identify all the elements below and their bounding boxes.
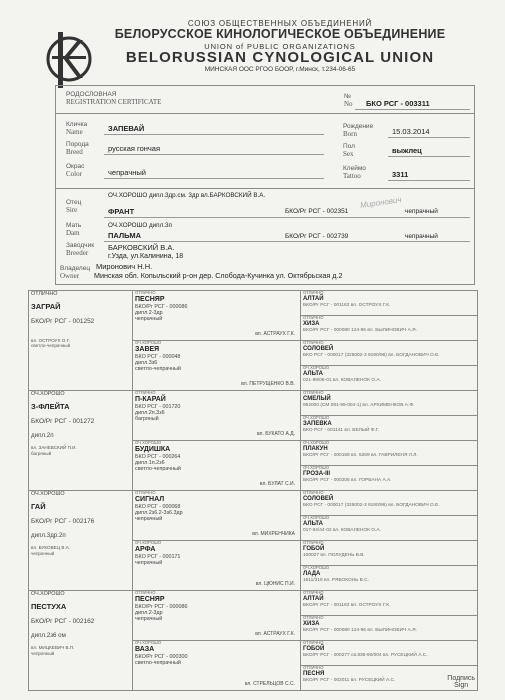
pedigree-diploma: дипл.2-3др [135, 610, 163, 617]
pedigree-name: АЛЬТА [303, 370, 323, 377]
dam-reg: БКО/Рг РСГ - 002739 [285, 233, 349, 240]
pedigree-info: БКО/Рг РСГ - 000277 св.836-90/004 вл. РУСЕЦКИЙ А.С. [303, 652, 428, 658]
pedigree-reg: БКО/Рг РСГ - 002176 [31, 518, 95, 526]
pedigree-color: чепрачный [135, 316, 163, 323]
pedigree-parent-0 [31, 291, 130, 389]
pedigree-note: ОЧ.ХОРОШО [31, 591, 65, 597]
certificate-number: БКО РСГ - 003311 [366, 99, 430, 108]
dam-label: Мать Dam [66, 222, 82, 237]
pedigree-color: багряный [31, 450, 52, 456]
pedigree-info: 100027 вл. ПОЛУДЕНЬ В.В. [303, 552, 365, 558]
sire-note: ОЧ.ХОРОШО дипл.3др.см. 3др вл.БАРКОВСКИЙ В.А. [108, 192, 266, 199]
pedigree-owner: вл. МИЦКЕВИЧ В.П. [31, 645, 75, 651]
pedigree-grandparent-5 [135, 541, 298, 589]
pedigree-note: ОЧ.ХОРОШО [31, 391, 65, 397]
pedigree-note: ОТЛИЧНО [303, 641, 324, 645]
pedigree-note: ОЧ.ХОРОШО [135, 541, 162, 545]
pedigree-great-grandparent-1 [303, 316, 475, 339]
pedigree-reg: БКО/Рг РСГ - 000300 [135, 653, 188, 660]
pedigree-owner: вл. БУКОВЕЦ В.А. [31, 545, 71, 551]
pedigree-owner: вл. ЗАНЕВСКИЙ П.И. [31, 445, 77, 451]
dam-name: ПАЛЬМА [108, 231, 142, 240]
pedigree-name: ПЕСНЯ [303, 670, 325, 677]
pedigree-diploma: дипл.2-3др [135, 310, 163, 317]
pedigree-great-grandparent-6 [303, 441, 475, 464]
certificate-title: РОДОСЛОВНАЯ REGISTRATION CERTIFICATE [66, 91, 162, 106]
pedigree-note: ОЧ.ХОРОШО [303, 516, 330, 520]
pedigree-name: ПЕСТУХА [31, 602, 67, 612]
pedigree-info: 017-94/44-02 вл. КОВАЛЕНОК О.А. [303, 527, 381, 533]
pedigree-info: БКО/Рг РСГ - 000080 124-96 вл. БЫЛИНОВИЧ А.Я. [303, 327, 417, 333]
dog-breed: русская гончая [108, 144, 161, 153]
breed-label: Порода Breed [66, 141, 89, 156]
header-address: МИНСКАЯ ООС РГОО БООР, г.Минск, т.234-06-65 [204, 66, 356, 73]
pedigree-great-grandparent-8 [303, 491, 475, 514]
pedigree-note: ОЧ.ХОРОШО [303, 466, 330, 470]
pedigree-grandparent-0 [135, 291, 298, 339]
pedigree-great-grandparent-5 [303, 416, 475, 439]
pedigree-parent-3 [31, 591, 130, 689]
signature-block: Подпись Sign [447, 674, 475, 690]
dam-color: чепрачный [405, 233, 438, 240]
pedigree-color: чепрачный [31, 650, 55, 656]
pedigree-name: ВАЗА [135, 645, 155, 653]
pedigree-diploma: дипл.2з6.2-3з6.3др [135, 510, 183, 517]
breeder-label: Заводчик Breeder [66, 242, 95, 257]
pedigree-reg: БКО РСГ - 001720 [135, 403, 181, 410]
pedigree-name: ПЛАКУН [303, 445, 328, 452]
pedigree-note: ОТЛИЧНО [303, 541, 324, 545]
pedigree-note: ОТЛИЧНО [31, 291, 58, 297]
pedigree-name: АРФА [135, 545, 156, 553]
pedigree-great-grandparent-7 [303, 466, 475, 489]
pedigree-great-grandparent-11 [303, 566, 475, 589]
pedigree-name: СОЛОВЕЙ [303, 495, 334, 502]
dam-note: ОЧ.ХОРОШО дипл.3п [108, 222, 172, 229]
pedigree-note: ОЧ.ХОРОШО [303, 416, 330, 420]
pedigree-great-grandparent-2 [303, 341, 475, 364]
color-label: Окрас Color [66, 163, 85, 178]
pedigree-name: ЗАГРАЙ [31, 302, 61, 312]
cynological-union-logo-icon [44, 28, 94, 90]
certificate-no-label: № No [344, 93, 353, 108]
dog-birth-date: 15.03.2014 [392, 127, 430, 136]
sire-label: Отец Sire [66, 199, 82, 214]
owner-name: Миронович Н.Н. [96, 262, 153, 271]
pedigree-color: светло-чепрачный [31, 343, 71, 349]
pedigree-name: ЗАПЕВКА [303, 420, 332, 427]
pedigree-owner: вл. МИХРЕНЧИКА [252, 531, 295, 538]
pedigree-note: ОТЛИЧНО [135, 491, 156, 495]
pedigree-owner: вл. АСТРАУХ Г.К. [255, 631, 295, 638]
pedigree-great-grandparent-9 [303, 516, 475, 539]
pedigree-note: ОТЛИЧНО [135, 591, 156, 595]
pedigree-great-grandparent-12 [303, 591, 475, 614]
pedigree-name: СОЛОВЕЙ [303, 345, 334, 352]
pedigree-color: светло-чепрачный [135, 660, 181, 667]
pedigree-owner: вл. ОСТРОУХ О.Г. [31, 338, 70, 344]
pedigree-note: ОТЛИЧНО [303, 616, 324, 620]
pedigree-diploma: дипл.3др.2п [31, 531, 66, 539]
pedigree-note: ОЧ.ХОРОШО [135, 341, 162, 345]
pedigree-name: АЛЬТА [303, 520, 323, 527]
pedigree-reg: БКО РСГ - 000171 [135, 553, 181, 560]
pedigree-name: ЛАДА [303, 570, 321, 577]
header-line-union: СОЮЗ ОБЩЕСТВЕННЫХ ОБЪЕДИНЕНИЙ [187, 19, 373, 28]
sire-color: чепрачный [405, 208, 438, 215]
pedigree-color: светло-чепрачный [135, 466, 181, 473]
tattoo-label: Клеймо Tattoo [343, 165, 366, 180]
handwritten-owner-note: Миронович [359, 195, 403, 210]
pedigree-reg: БКО РСГ - 000048 [135, 353, 181, 360]
header-line-union-en: UNION of PUBLIC ORGANIZATIONS [204, 42, 356, 51]
sire-reg: БКО/Рг РСГ - 002351 [285, 208, 349, 215]
pedigree-name: ГРОЗА-III [303, 470, 331, 477]
pedigree-note: ОЧ.ХОРОШО [135, 441, 162, 445]
pedigree-name: ГОБОЙ [303, 545, 325, 552]
pedigree-owner: вл. ПЕТРУЩЕНКО В.В. [241, 381, 295, 388]
pedigree-great-grandparent-4 [303, 391, 475, 414]
dog-color: чепрачный [108, 168, 146, 177]
pedigree-info: БКО/Рг РСГ - 001163 вл. ОСТРОУХ Г.К. [303, 302, 391, 308]
pedigree-note: ОТЛИЧНО [303, 491, 324, 495]
pedigree-grandparent-4 [135, 491, 298, 539]
pedigree-color: светло-чепрачный [135, 366, 181, 373]
pedigree-reg: БКО РСГ - 000068 [135, 503, 181, 510]
pedigree-name: ХИЗА [303, 320, 320, 327]
pedigree-great-grandparent-10 [303, 541, 475, 564]
pedigree-color: багряный [135, 416, 159, 423]
pedigree-note: ОЧ.ХОРОШО [303, 366, 330, 370]
pedigree-diploma: дипл.1п.2з6 [135, 460, 165, 467]
owner-address: Минская обл. Копыльский р-он дер. Слобода-Кучинка ул. Октябрьская д.2 [94, 271, 343, 280]
pedigree-info: БКО РСГ - 000017 (325002-3 9190/96) вл. БОГДАНОВИЧ О.Е. [303, 352, 440, 358]
pedigree-reg: БКО РСГ - 000264 [135, 453, 181, 460]
pedigree-great-grandparent-0 [303, 291, 475, 314]
pedigree-owner: вл. ЦЮНИС П.И. [255, 581, 295, 588]
header-title-ru: БЕЛОРУССКОЕ КИНОЛОГИЧЕСКОЕ ОБЪЕДИНЕНИЕ [114, 27, 446, 41]
pedigree-reg: БКО/Рг РСГ - 001272 [31, 418, 95, 426]
pedigree-info: 962000 (СМ 081-99-004-1) вл. АРХИМЕНКОВ А.Ф. [303, 402, 415, 408]
pedigree-note: ОТЛИЧНО [135, 391, 156, 395]
pedigree-parent-1 [31, 391, 130, 489]
pedigree-owner: вл. БУЛАТ С.И. [259, 481, 295, 488]
pedigree-great-grandparent-13 [303, 616, 475, 639]
pedigree-info: БКО/Рг РСГ - 000159 вл. 5269 вл. ГАВРИЛЕНЯ Л.Л. [303, 452, 418, 458]
pedigree-name: АЛТАЙ [303, 295, 324, 302]
pedigree-note: ОЧ.ХОРОШО [303, 441, 330, 445]
sire-name: ФРАНТ [108, 207, 135, 216]
dog-tattoo: 3311 [392, 170, 409, 179]
pedigree-owner: вл. БУКАТО А.Д. [256, 431, 295, 438]
pedigree-info: БКО/Рг РСГ - 000080 124-96 вл. БЫЛИНОВИЧ А.Я. [303, 627, 417, 633]
pedigree-reg: БКО/Рг РСГ - 002162 [31, 618, 95, 626]
pedigree-reg: БКО/Рг РСГ - 000086 [135, 603, 188, 610]
pedigree-info: 021-99/06-01 вл. КОВАЛЕНОК О.А. [303, 377, 381, 383]
pedigree-info: БКО/Рг РСГ - 002011 вл. РУСЕЦКИЙ А.С. [303, 677, 396, 683]
pedigree-name: ПЕСНЯР [135, 295, 165, 303]
pedigree-info: 1611/318 вл. РЯБОКОНЬ В.С. [303, 577, 370, 583]
pedigree-color: чепрачный [135, 516, 163, 523]
pedigree-name: СМЕЛЫЙ [303, 395, 331, 402]
pedigree-diploma: дипл.2п [31, 431, 54, 439]
pedigree-reg: БКО/Рг РСГ - 000086 [135, 303, 188, 310]
pedigree-grandparent-3 [135, 441, 298, 489]
dog-name: ЗАПЕВАЙ [108, 124, 145, 133]
pedigree-diploma: дипл.2з6 ом [31, 631, 66, 639]
pedigree-name: ХИЗА [303, 620, 320, 627]
pedigree-grandparent-7 [135, 641, 298, 689]
pedigree-name: СИГНАЛ [135, 495, 165, 503]
pedigree-parent-2 [31, 491, 130, 589]
pedigree-note: ОЧ.ХОРОШО [31, 491, 65, 497]
pedigree-grandparent-6 [135, 591, 298, 639]
pedigree-color: чепрачный [135, 616, 163, 623]
pedigree-diploma: дипл.3з6 [135, 360, 158, 367]
pedigree-name: АЛТАЙ [303, 595, 324, 602]
breeder-name: БАРКОВСКИЙ В.А. [108, 243, 175, 252]
pedigree-name: ЗАВЕЯ [135, 345, 160, 353]
pedigree-note: ОТЛИЧНО [303, 591, 324, 595]
dog-sex: выжлец [392, 146, 422, 155]
pedigree-name: ГОБОЙ [303, 645, 325, 652]
pedigree-diploma: дипл.2п.3з6 [135, 410, 165, 417]
pedigree-info: БКО РСГ - 000017 (325002-3 9190/96) вл. БОГДАНОВИЧ О.Е. [303, 502, 440, 508]
pedigree-note: ОТЛИЧНО [303, 666, 324, 670]
name-label: Кличка Name [66, 121, 88, 136]
pedigree-grandparent-2 [135, 391, 298, 439]
pedigree-great-grandparent-3 [303, 366, 475, 389]
pedigree-name: П-КАРАЙ [135, 395, 166, 403]
pedigree-name: БУДИШКА [135, 445, 171, 453]
pedigree-great-grandparent-14 [303, 641, 475, 664]
owner-label: Владелец Owner [60, 265, 91, 280]
pedigree-color: чепрачный [135, 560, 163, 567]
pedigree-info: БКО/Рг РСГ - 000206 вл. ГОРБАНА А.А. [303, 477, 392, 483]
pedigree-note: ОЧ.ХОРОШО [135, 641, 162, 645]
pedigree-owner: вл. СТРЕЛЬЦОВ С.С. [244, 681, 295, 688]
pedigree-note: ОТЛИЧНО [303, 341, 324, 345]
pedigree-note: ОТЛИЧНО [303, 291, 324, 295]
pedigree-info: БКО/Рг РСГ - 001163 вл. ОСТРОУХ Г.К. [303, 602, 391, 608]
header-title-en: BELORUSSIAN CYNOLOGICAL UNION [125, 49, 435, 66]
pedigree-note: ОТЛИЧНО [135, 291, 156, 295]
sex-label: Пол Sex [343, 143, 355, 158]
pedigree-color: чепрачный [31, 550, 55, 556]
pedigree-info: БКО РСГ - 001141 вл. БЕЛЫЙ Ф.Г. [303, 427, 380, 433]
pedigree-name: ПЕСНЯР [135, 595, 165, 603]
pedigree-name: З-ФЛЕЙТА [31, 402, 70, 412]
pedigree-owner: вл. АСТРАУХ Г.К. [255, 331, 295, 338]
pedigree-reg: БКО/Рг РСГ - 001252 [31, 318, 95, 326]
breeder-address: г.Узда, ул.Калинина, 18 [108, 253, 184, 260]
pedigree-grandparent-1 [135, 341, 298, 389]
pedigree-name: ГАЙ [31, 502, 46, 512]
pedigree-note: ОТЛИЧНО [303, 316, 324, 320]
birth-label: Рождение Born [343, 123, 374, 138]
pedigree-note: ОТЛИЧНО [303, 391, 324, 395]
pedigree-note: ОЧ.ХОРОШО [303, 566, 330, 570]
